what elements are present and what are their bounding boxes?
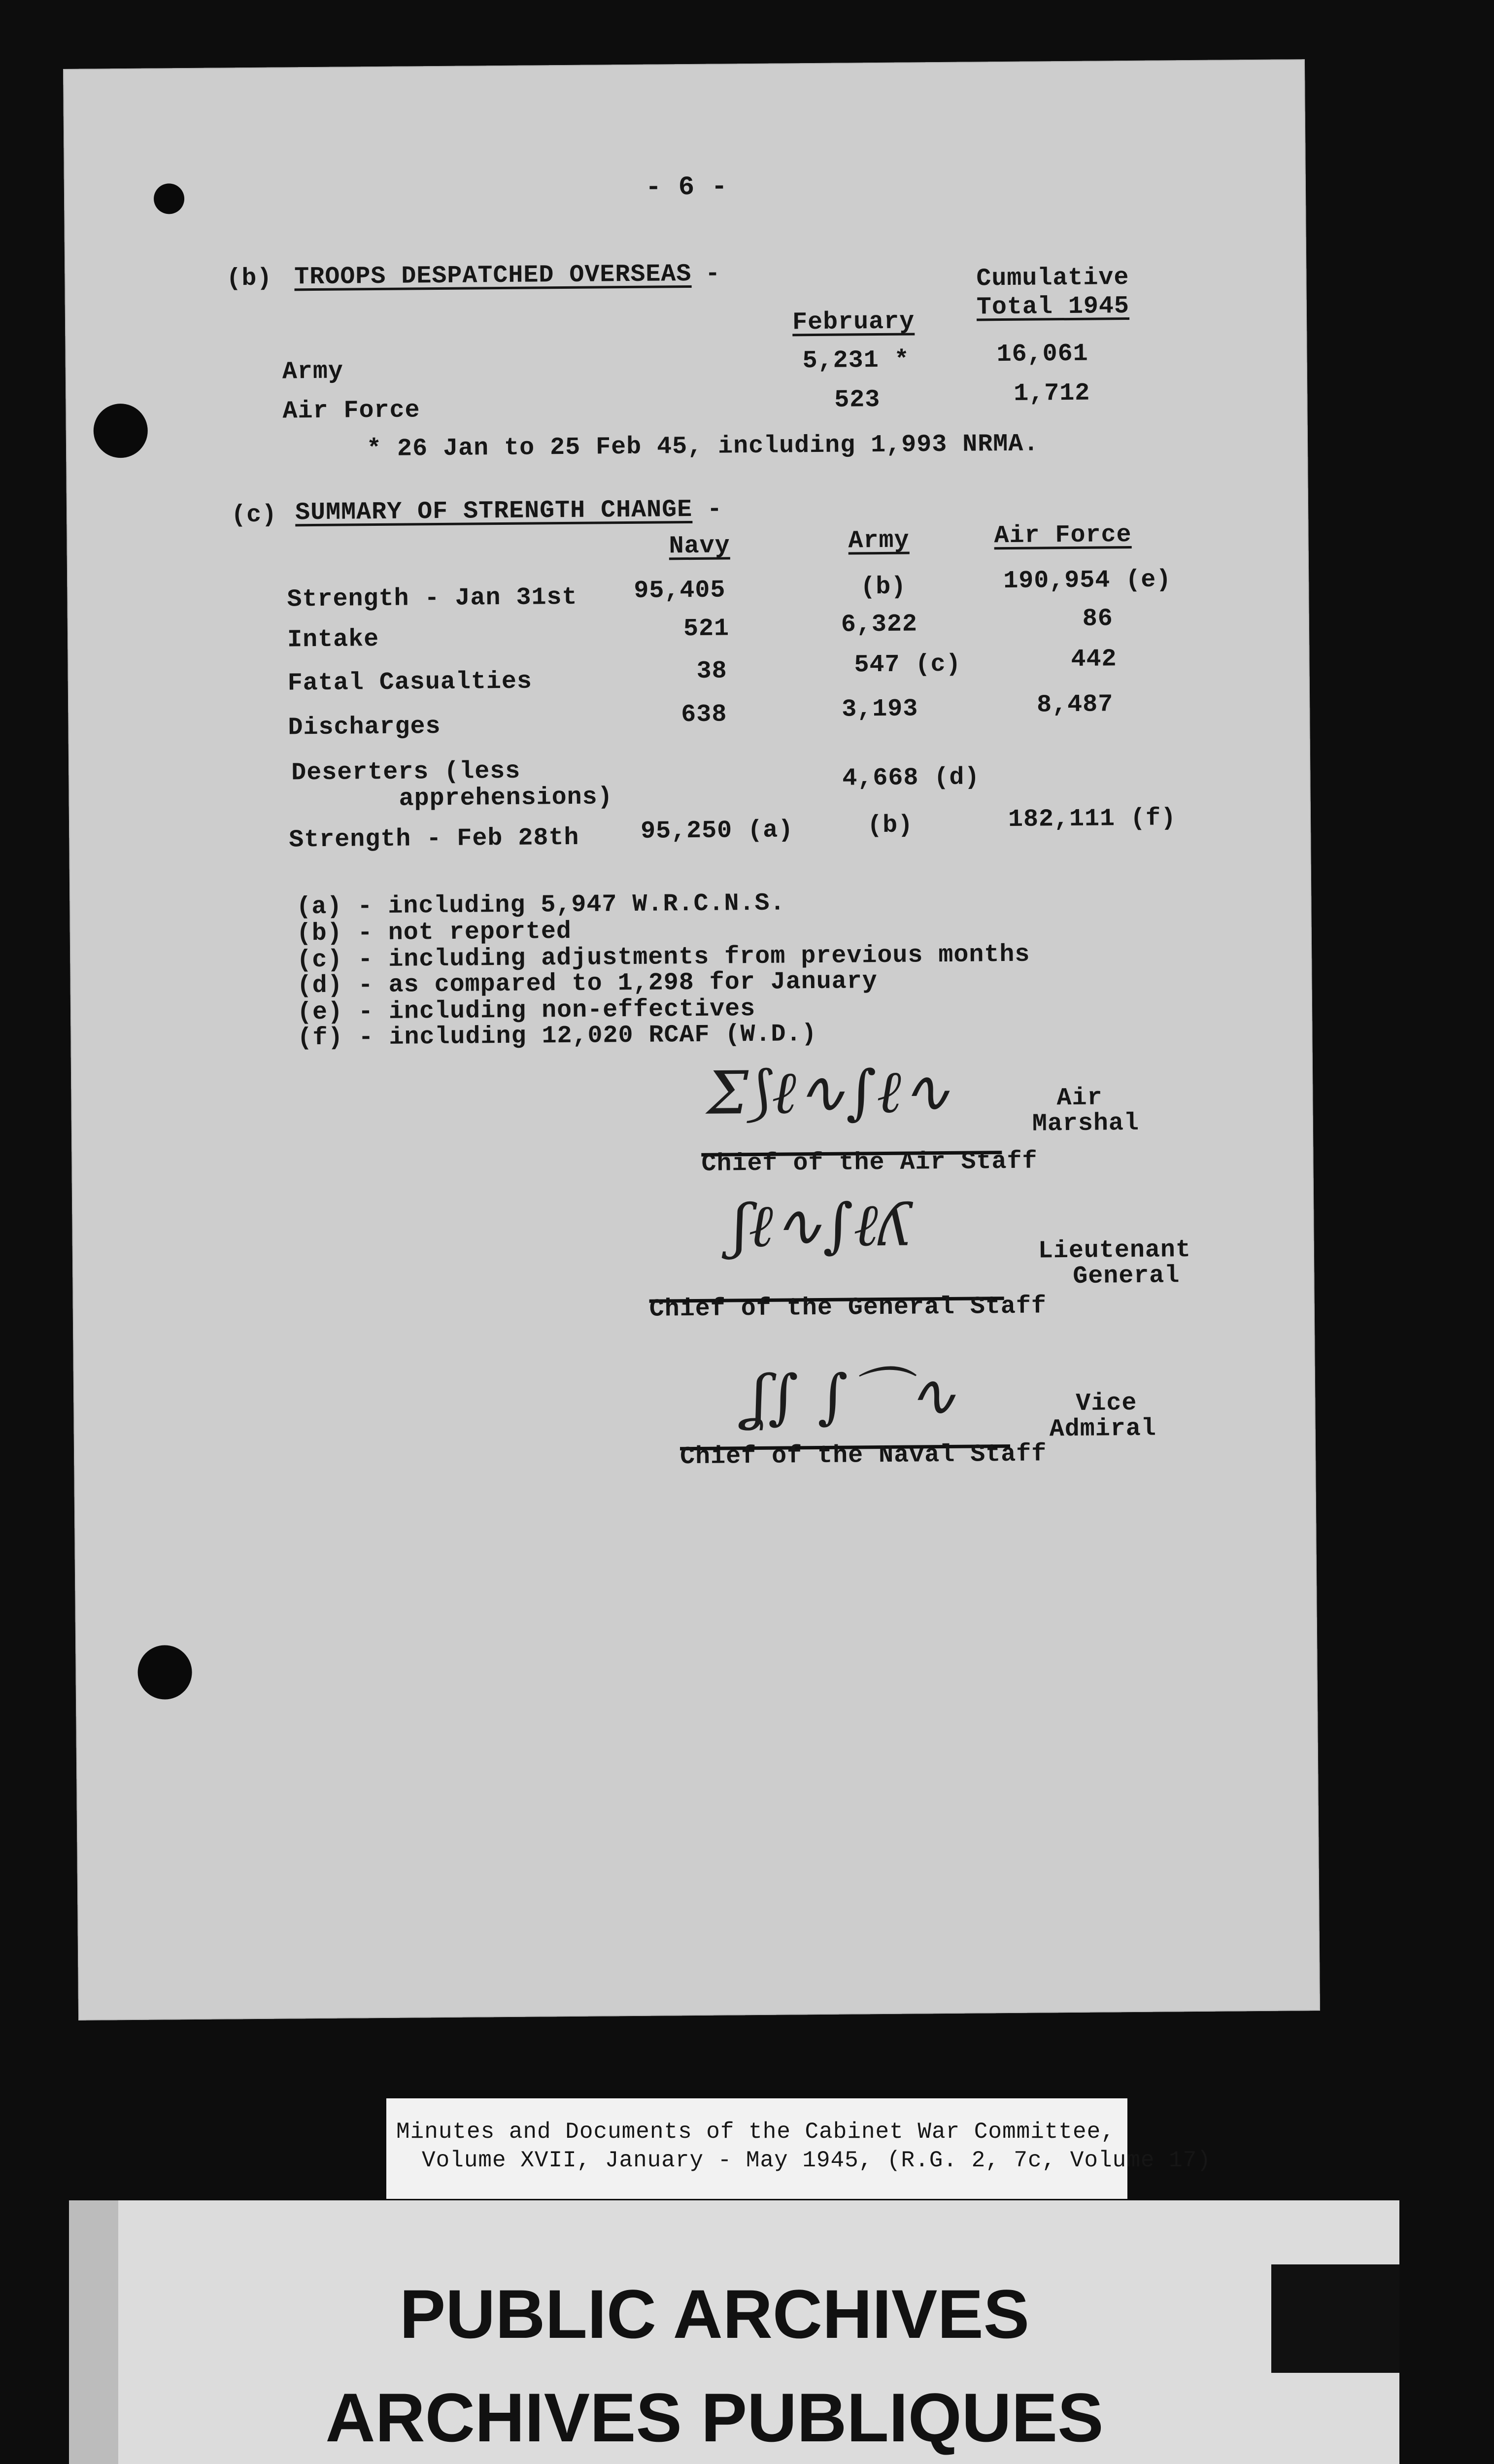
signature-rank: Vice [1076,1389,1137,1418]
signature-scrawl: ʃℓ∿∫ℓʎ [732,1191,912,1261]
caption-line: Volume XVII, January - May 1945, (R.G. 2, 7c, Volume 17) [422,2148,1211,2173]
section-b-footnote: * 26 Jan to 25 Feb 45, including 1,993 NRMA. [366,430,1039,464]
table-cell-navy: 521 [683,615,730,644]
stamp-line-2: ARCHIVES PUBLIQUES [325,2379,1104,2456]
punch-hole [137,1645,192,1700]
note: (d) - as compared to 1,298 for January [297,967,878,1000]
table-row-label: Strength - Jan 31st [287,583,577,614]
caption-line: Minutes and Documents of the Cabinet War Committee, [396,2119,1115,2145]
row-cumulative: 16,061 [996,340,1088,369]
signature-title: Chief of the Air Staff [701,1147,1038,1178]
section-b-marker: (b) [226,264,272,293]
table-row-label: Deserters (less [291,757,521,787]
signature-rank: General [1073,1262,1180,1291]
archives-stamp [69,2200,1399,2464]
table-cell-army: (b) [860,573,907,602]
signature-rank: Lieutenant [1038,1236,1191,1266]
document-page [63,59,1320,2020]
col-month: February [792,308,915,337]
note: (a) - including 5,947 W.R.C.N.S. [296,889,785,922]
page-number: - 6 - [645,172,728,203]
signature-scrawl: ʆ∫ ∫⌒∿ [748,1361,957,1432]
table-cell-air: 8,487 [1036,690,1114,719]
table-cell-air: 86 [1082,605,1114,633]
table-row-label: Discharges [288,713,441,742]
signature-title: Chief of the General Staff [649,1292,1047,1324]
row-month: 5,231 * [802,346,910,376]
signature-rank: Admiral [1049,1414,1157,1444]
table-cell-army: 547 (c) [854,650,961,680]
table-cell-navy: 95,250 (a) [640,816,794,846]
row-cumulative: 1,712 [1014,379,1090,408]
col-cumulative-2: Total 1945 [976,292,1130,322]
row-label: Army [282,357,344,386]
section-c-heading-suffix: - [707,495,723,524]
section-c-heading: SUMMARY OF STRENGTH CHANGE [295,495,693,527]
table-cell-army: (b) [867,811,914,840]
signature-rank: Air [1056,1084,1103,1113]
section-c-marker: (c) [231,501,277,530]
col-air-force: Air Force [994,520,1132,550]
note: (e) - including non-effectives [297,995,756,1027]
archive-caption [386,2098,1211,2199]
table-cell-air: 442 [1071,645,1117,674]
stamp-line-1: PUBLIC ARCHIVES [399,2275,1030,2353]
table-cell-air: 182,111 (f) [1008,804,1177,834]
signature-scrawl: Ʃ⟆ℓ∿∫ℓ∿ [706,1057,951,1128]
table-cell-navy: 638 [681,700,727,729]
table-row-label: Intake [287,625,379,654]
table-cell-navy: 95,405 [634,576,726,605]
row-month: 523 [834,385,881,414]
section-b-heading: TROOPS DESPATCHED OVERSEAS [294,260,692,292]
signature-title: Chief of the Naval Staff [679,1440,1047,1472]
section-b-heading-suffix: - [705,260,721,288]
table-cell-air: 190,954 (e) [1003,566,1172,596]
table-cell-army: 4,668 (d) [842,763,980,793]
punch-hole [93,404,148,458]
table-row-label: Strength - Feb 28th [289,823,579,855]
col-navy: Navy [669,532,730,561]
signature-rank: Marshal [1032,1109,1140,1138]
table-cell-army: 6,322 [841,610,918,639]
row-label: Air Force [282,396,420,426]
note: (f) - including 12,020 RCAF (W.D.) [297,1020,817,1053]
table-row-label: Fatal Casualties [287,667,533,698]
col-army: Army [848,526,910,555]
table-cell-navy: 38 [696,657,727,685]
punch-hole [154,183,184,214]
note: (b) - not reported [296,917,572,948]
table-cell-army: 3,193 [842,695,918,724]
table-row-label-continued: apprehensions) [399,783,613,813]
col-cumulative-1: Cumulative [976,264,1129,293]
note: (c) - including adjustments from previous months [296,940,1030,975]
